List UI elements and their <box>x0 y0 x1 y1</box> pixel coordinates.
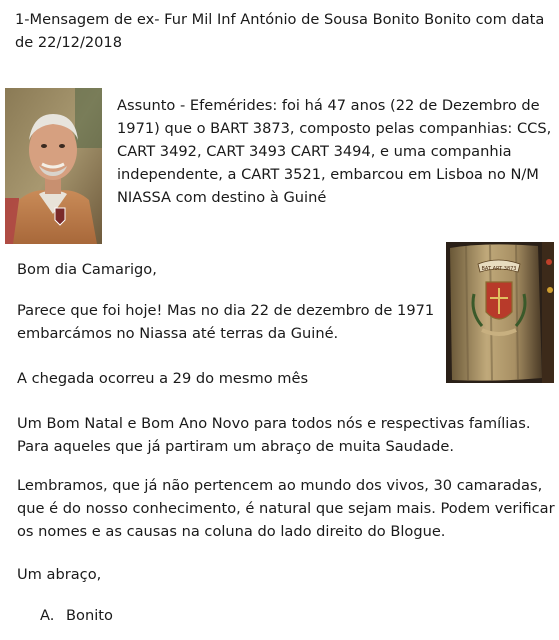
letter-paragraph: Lembramos, que já não pertencem ao mundo dos vivos, 30 camaradas, que é do nosso conhecimento, é natural que sejam mais. Podem verificar os nomes e as causas na coluna do lado direito do Blogue. <box>17 477 555 540</box>
message-header: 1-Mensagem de ex- Fur Mil Inf António de Sousa Bonito Bonito com data de 22/12/2018 <box>15 11 545 51</box>
battalion-flag-photo <box>446 242 554 383</box>
letter-closing: Um abraço, <box>17 566 102 583</box>
letter-greeting: Bom dia Camarigo, <box>17 261 157 278</box>
signature-list-marker: A. <box>40 607 55 624</box>
flag-image <box>446 242 554 383</box>
letter-paragraph: Parece que foi hoje! Mas no dia 22 de dezembro de 1971 embarcámos no Niassa até terras da Guiné. <box>17 302 435 342</box>
portrait-photo <box>5 88 102 244</box>
letter-signature <box>40 604 113 627</box>
subject-text: Assunto - Efemérides: foi há 47 anos (22 de Dezembro de 1971) que o BART 3873, composto pelas companhias: CCS, CART 3492, CART 3493 CART 3494, e uma companhia independente, a CART 3521, embarcou em Lisboa no N/M NIASSA com destino à Guiné <box>117 97 552 206</box>
letter-paragraph: Um Bom Natal e Bom Ano Novo para todos nós e respectivas famílias. Para aqueles que já partiram um abraço de muita Saudade. <box>17 415 531 455</box>
letter-paragraph: A chegada ocorreu a 29 do mesmo mês <box>17 370 309 387</box>
flag-banner-text: BAT ART 3873 <box>481 266 517 272</box>
signature-name: Bonito <box>66 607 113 624</box>
portrait-image <box>5 88 102 244</box>
